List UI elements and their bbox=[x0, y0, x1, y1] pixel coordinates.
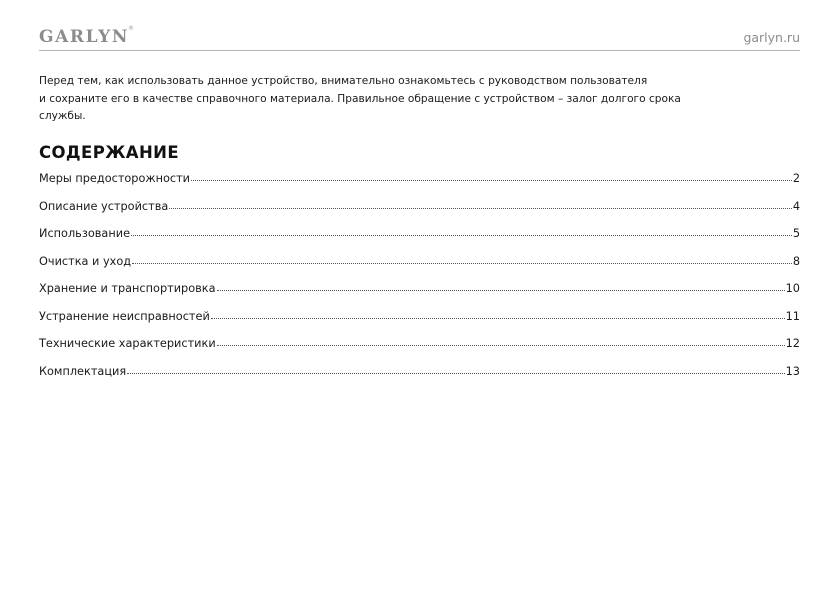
toc-item-label: Комплектация bbox=[39, 364, 127, 378]
toc-item-description[interactable] bbox=[39, 199, 800, 227]
toc-item-page: 4 bbox=[792, 199, 800, 213]
toc-item-cleaning[interactable] bbox=[39, 254, 800, 282]
toc-leader-dots bbox=[191, 179, 792, 181]
intro-line-3: службы. bbox=[39, 110, 86, 122]
toc-item-page: 2 bbox=[792, 172, 800, 185]
intro-paragraph bbox=[39, 73, 800, 126]
toc-item-label: Технические характеристики bbox=[39, 337, 216, 350]
toc-leader-dots bbox=[211, 317, 785, 319]
intro-line-1: Перед тем, как использовать данное устройство, внимательно ознакомьтесь с руководством пользователя bbox=[39, 75, 648, 87]
toc-item-label: Описание устройства bbox=[39, 199, 169, 213]
brand-name: GARLYN bbox=[39, 27, 129, 47]
website-link[interactable]: garlyn.ru bbox=[743, 30, 800, 45]
toc-leader-dots bbox=[217, 289, 785, 291]
toc-item-storage[interactable] bbox=[39, 281, 800, 309]
toc-item-label: Очистка и уход bbox=[39, 254, 132, 268]
toc-item-page: 11 bbox=[785, 309, 800, 323]
toc-item-precautions[interactable] bbox=[39, 171, 800, 199]
toc-leader-dots bbox=[217, 344, 785, 346]
registered-mark: ® bbox=[128, 25, 134, 32]
toc-leader-dots bbox=[132, 262, 792, 264]
toc-item-label: Хранение и транспортировка bbox=[39, 282, 216, 295]
toc-item-troubleshooting[interactable] bbox=[39, 309, 800, 337]
intro-line-2: и сохраните его в качестве справочного материала. Правильное обращение с устройством – залог долгого срока bbox=[39, 92, 681, 105]
toc-item-label: Меры предосторожности bbox=[39, 172, 191, 185]
toc-item-label: Использование bbox=[39, 227, 131, 240]
manual-page bbox=[39, 0, 800, 595]
toc-item-package-contents[interactable] bbox=[39, 364, 800, 392]
toc-item-page: 10 bbox=[785, 282, 800, 295]
table-of-contents bbox=[39, 171, 800, 391]
page-header bbox=[39, 26, 800, 51]
toc-item-page: 5 bbox=[792, 227, 800, 240]
toc-item-label: Устранение неисправностей bbox=[39, 309, 210, 323]
toc-item-page: 13 bbox=[785, 364, 800, 378]
toc-leader-dots bbox=[131, 234, 792, 236]
toc-item-usage[interactable] bbox=[39, 226, 800, 254]
toc-leader-dots bbox=[169, 207, 792, 209]
brand-logo bbox=[39, 27, 129, 47]
toc-item-page: 12 bbox=[785, 337, 800, 350]
toc-leader-dots bbox=[127, 372, 784, 374]
toc-title: СОДЕРЖАНИЕ bbox=[39, 143, 180, 162]
toc-item-specifications[interactable] bbox=[39, 336, 800, 364]
toc-item-page: 8 bbox=[792, 254, 800, 268]
